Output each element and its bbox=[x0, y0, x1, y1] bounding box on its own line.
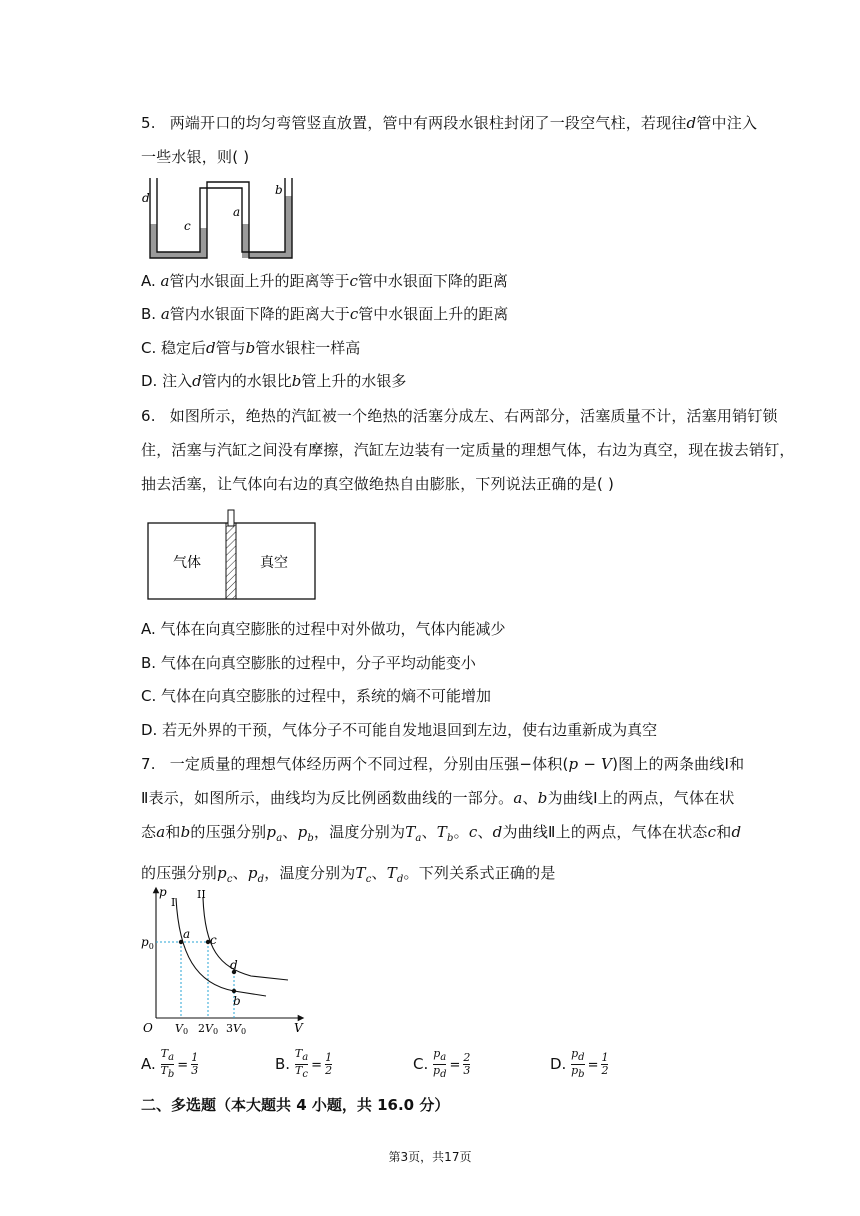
p-v-graph bbox=[141, 884, 311, 1034]
question-5-line1: 5. 两端开口的均匀弯管竖直放置，管中有两段水银柱封闭了一段空气柱，若现往d管中注入 bbox=[141, 114, 758, 132]
question-7-line3: 态a和b的压强分别$p_a$、$p_b$，温度分别为$T_a$、$T_b$。c、d为曲线Ⅱ上的两点，气体在状态c和d bbox=[141, 823, 742, 844]
point-b-label: b bbox=[233, 994, 241, 1008]
q5-option-c[interactable]: C. 稳定后d管与b管水银柱一样高 bbox=[141, 339, 361, 357]
label-c: c bbox=[184, 219, 191, 233]
q7-option-b[interactable]: B. $\frac{T_a}{T_c}$ = $\frac{1}{2}$ bbox=[275, 1047, 333, 1081]
q6-option-a[interactable]: A. 气体在向真空膨胀的过程中对外做功，气体内能减少 bbox=[141, 620, 506, 638]
tick-3v0: 3V0 bbox=[226, 1022, 247, 1034]
gas-label: 气体 bbox=[173, 555, 201, 571]
q5-option-a[interactable]: A. a管内水银面上升的距离等于c管中水银面下降的距离 bbox=[141, 272, 508, 290]
question-number: 6. bbox=[141, 407, 156, 425]
tick-2v0: 2V0 bbox=[198, 1022, 219, 1034]
question-7-line4: 的压强分别$p_c$、$p_d$，温度分别为$T_c$、$T_d$。下列关系式正确的是 bbox=[141, 864, 556, 885]
vacuum-label: 真空 bbox=[260, 555, 288, 571]
q6-option-d[interactable]: D. 若无外界的干预，气体分子不可能自发地退回到左边，使右边重新成为真空 bbox=[141, 721, 658, 739]
q7-option-a[interactable]: A. $\frac{T_a}{T_b}$ = $\frac{1}{3}$ bbox=[141, 1047, 199, 1081]
q5-option-d[interactable]: D. 注入d管内的水银比b管上升的水银多 bbox=[141, 372, 407, 390]
question-5 bbox=[141, 106, 800, 174]
q6-option-c[interactable]: C. 气体在向真空膨胀的过程中，系统的熵不可能增加 bbox=[141, 687, 492, 705]
question-number: 5. bbox=[141, 114, 156, 132]
p0-label: $p_0$ bbox=[141, 935, 154, 951]
u-tube-figure bbox=[141, 176, 301, 260]
tick-v0: V0 bbox=[175, 1022, 189, 1034]
q7-option-c[interactable]: C. $\frac{p_a}{p_d}$ = $\frac{2}{3}$ bbox=[413, 1047, 471, 1081]
point-a-label: a bbox=[183, 927, 191, 941]
section-heading: 二、多选题（本大题共 4 小题，共 16.0 分） bbox=[141, 1096, 450, 1114]
cylinder-figure bbox=[146, 508, 318, 602]
question-6 bbox=[141, 399, 800, 501]
q7-option-d[interactable]: D. $\frac{p_d}{p_b}$ = $\frac{1}{2}$ bbox=[550, 1047, 609, 1081]
page-footer: 第3页，共17页 bbox=[388, 1150, 472, 1164]
label-b: b bbox=[275, 183, 283, 197]
question-6-text: 如图所示，绝热的汽缸被一个绝热的活塞分成左、右两部分，活塞质量不计，活塞用销钉锁住，活塞与汽缸之间没有摩擦，汽缸左边装有一定质量的理想气体，右边为真空，现在拔去销钉，抽去活塞，让气体向右边的真空做绝热自由膨胀，下列说法正确的是( ) bbox=[141, 407, 795, 493]
question-7 bbox=[141, 747, 800, 897]
question-5-line2: 一些水银，则( ) bbox=[141, 148, 250, 166]
question-7-line2: Ⅱ表示，如图所示，曲线均为反比例函数曲线的一部分。a、b为曲线Ⅰ上的两点，气体在状 bbox=[141, 789, 735, 807]
q5-option-b[interactable]: B. a管内水银面下降的距离大于c管中水银面上升的距离 bbox=[141, 305, 509, 323]
label-d: d bbox=[142, 191, 150, 205]
v-axis-label: V bbox=[294, 1021, 303, 1034]
curve-2-label: II bbox=[197, 888, 206, 901]
label-a: a bbox=[233, 205, 241, 219]
question-7-line1: 7. 一定质量的理想气体经历两个不同过程，分别由压强−体积(p − V)图上的两条曲线Ⅰ和 bbox=[141, 755, 745, 773]
point-d-label: d bbox=[230, 958, 238, 972]
origin-label: O bbox=[143, 1021, 153, 1034]
curve-1-label: I bbox=[171, 896, 176, 909]
q6-option-b[interactable]: B. 气体在向真空膨胀的过程中，分子平均动能变小 bbox=[141, 654, 476, 672]
point-c-label: c bbox=[210, 933, 217, 947]
p-axis-label: p bbox=[159, 885, 167, 899]
